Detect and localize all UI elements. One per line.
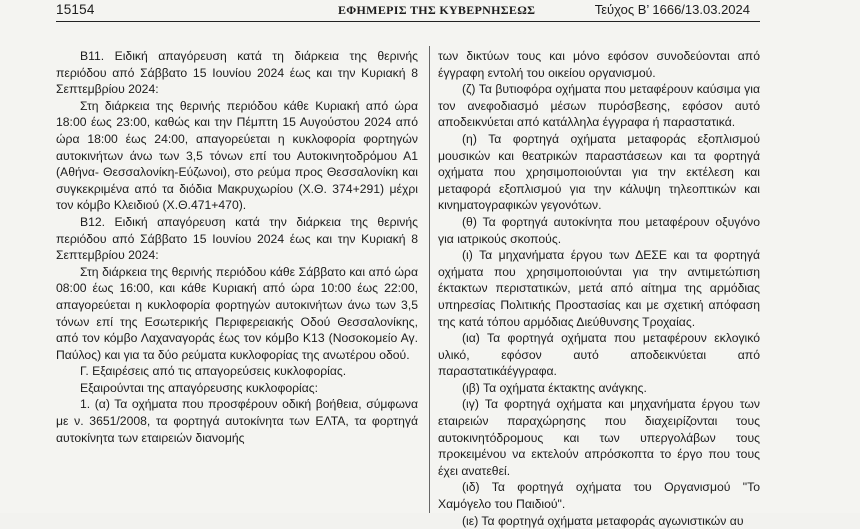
paragraph-b12-body: Στη διάρκεια της θερινής περιόδου κάθε Σάββατο και από ώρα 08:00 έως 16:00, και κάθε Κυριακή από ώρα 10:00 έως 22:00, απαγορεύεται η κυκλοφορία φορτηγών αυτοκινήτων άνω των 3,5 τόνων επί της Εσωτερικής Περιφερειακής Οδού Θεσσαλονίκης, από τον κόμβο Λαχαναγοράς έως τον κόμβο Κ13 (Νοσοκομείο Αγ. Παύλος) και για τα δύο ρεύματα κυκλοφορίας της ανωτέρου οδού. (56, 264, 418, 362)
issue-number: Τεύχος Β’ 1666/13.03.2024 (594, 2, 750, 17)
paragraph-exemption-1a: 1. (α) Τα οχήματα που προσφέρουν οδική βοήθεια, σύμφωνα με ν. 3651/2008, τα φορτηγά αυτοκίνητα των ΕΛΤΑ, τα φορτηγά αυτοκίνητα των εταιρειών διανομής (56, 397, 418, 445)
paragraph-item-ib: (ιβ) Τα οχήματα έκτακτης ανάγκης. (462, 380, 647, 395)
header-rule (56, 21, 760, 22)
page-header (0, 0, 860, 22)
paragraph-item-iota: (ι) Τα μηχανήματα έργου των ΔΕΣΕ και τα φορτηγά οχήματα που χρησιμοποιούνται για την αντιμετώπιση έκτακτων περιστατικών, μετά από αίτημα της αρμόδιας υπηρεσίας Πολιτικής Προστασίας και με σχετική απόφαση της κατά τόπου αρμόδιας Διεύθυνσης Τροχαίας. (438, 248, 760, 329)
paragraph-item-ie: (ιε) Τα φορτηγά οχήματα μεταφοράς αγωνιστικών αυ (462, 513, 744, 528)
paragraph-item-i: (η) Τα φορτηγά οχήματα μεταφοράς εξοπλισμού μουσικών και θεατρικών παραστάσεων και τα φορτηγά οχήματα που χρησιμοποιούνται για την εκτέλεση και μεταφορά εξοπλισμού για την κάλυψη τηλεοπτικών και κινηματογραφικών γεγονότων. (438, 131, 760, 213)
paragraph-b11-body: Στη διάρκεια της θερινής περιόδου κάθε Κυριακή από ώρα 18:00 έως 23:00, καθώς και την Πέμπτη 15 Αυγούστου 2024 από ώρα 18:00 έως 24:00, απαγορεύεται η κυκλοφορία φορτηγών αυτοκινήτων άνω των 3,5 τόνων επί του Αυτοκινητοδρόμου Α1 (Αθήνα- Θεσσαλονίκη-Εύζωνοι), στο ρεύμα προς Θεσσαλονίκη και συγκεκριμένα από τα διόδια Μακρυχωρίου (Χ.Θ. 374+291) μέχρι τον κόμβο Κλειδιού (Χ.Θ.471+470). (56, 98, 418, 213)
page-number: 15154 (56, 2, 95, 17)
column-divider (429, 46, 430, 513)
paragraph-item-th: (θ) Τα φορτηγά αυτοκίνητα που μεταφέρουν οξυγόνο για ιατρικούς σκοπούς. (438, 214, 760, 246)
paragraph-item-ig: (ιγ) Τα φορτηγά οχήματα και μηχανήματα έργου των εταιρειών παραχώρησης που διαχειρίζονται τους αυτοκινητόδρομους και των υπεργολάβων τους προκειμένου να εκτελούν απρόσκοπτα το έργο που τους έχει ανατεθεί. (438, 397, 760, 478)
paragraph-exemptions-intro: Εξαιρούνται της απαγόρευσης κυκλοφορίας: (80, 380, 319, 395)
paragraph-continuation: των δικτύων τους και μόνο εφόσον συνοδεύονται από έγγραφη εντολή του οικείου οργανισμού. (438, 49, 760, 80)
paragraph-item-z: (ζ) Τα βυτιοφόρα οχήματα που μεταφέρουν καύσιμα για τον ανεφοδιασμό μέσων πυρόσβεσης, εφόσον αυτό αποδεικνύεται από κατάλληλα έγγραφα ή παραστατικά. (438, 82, 760, 130)
paragraph-item-id: (ιδ) Τα φορτηγά οχήματα του Οργανισμού "Το Χαμόγελο του Παιδιού". (438, 480, 760, 512)
left-column (56, 48, 418, 446)
gazette-title: ΕΦΗΜΕΡΙΣ ΤΗΣ ΚΥΒΕΡΝΗΣΕΩΣ (338, 3, 536, 17)
paragraph-b12-heading: Β12. Ειδική απαγόρευση κατά την διάρκεια της θερινής περιόδου από Σάββατο 15 Ιουνίου 2024 έως και την Κυριακή 8 Σεπτεμβρίου 2024: (56, 214, 418, 263)
paragraph-item-ia: (ια) Τα φορτηγά οχήματα που μεταφέρουν εκλογικό υλικό, εφόσον αυτό αποδεικνύεται από παραστατικάέγγραφα. (438, 331, 760, 379)
paragraph-section-c-heading: Γ. Εξαιρέσεις από τις απαγορεύσεις κυκλοφορίας. (80, 364, 347, 379)
right-column (438, 48, 760, 529)
paragraph-b11-heading: Β11. Ειδική απαγόρευση κατά τη διάρκεια της θερινής περιόδου από Σάββατο 15 Ιουνίου 2024 έως και την Κυριακή 8 Σεπτεμβρίου 2024: (56, 49, 418, 97)
